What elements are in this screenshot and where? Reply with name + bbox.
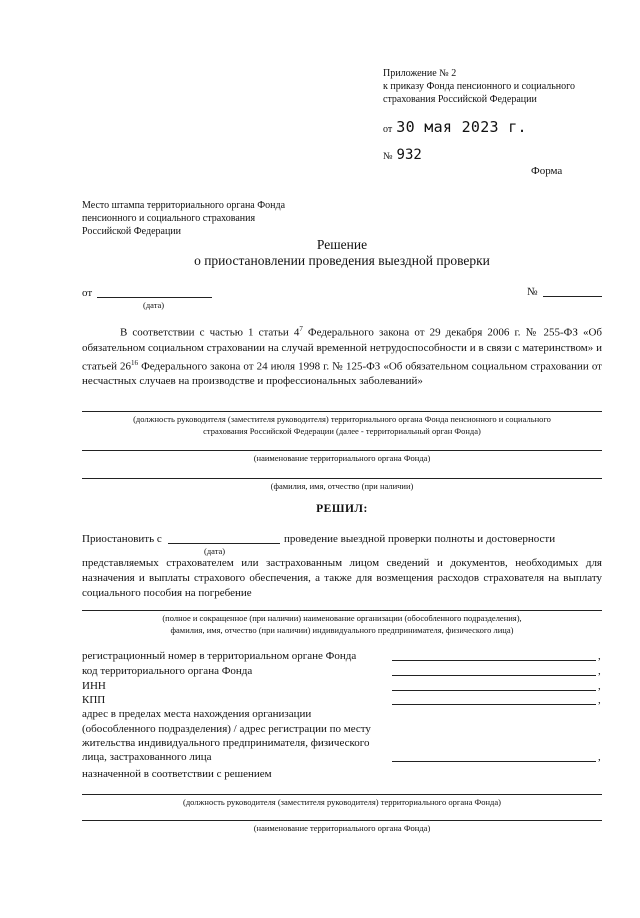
decision-date-caption: (дата) bbox=[143, 300, 165, 310]
head-position-short-line[interactable] bbox=[82, 794, 602, 795]
head-caption-line-1: (должность руководителя (заместителя руководителя) территориального органа Фонда пенсионного и социального bbox=[133, 414, 551, 424]
suspend-prefix: Приостановить с bbox=[82, 533, 162, 545]
document-subtitle: о приостановлении проведения выездной проверки bbox=[194, 253, 490, 268]
insured-caption-line-2: фамилия, имя, отчество (при наличии) индивидуального предпринимателя, физического лица) bbox=[170, 625, 514, 635]
org-name-bottom-line[interactable] bbox=[82, 820, 602, 821]
order-date-prefix: от bbox=[383, 124, 393, 135]
head-short-caption: (должность руководителя (заместителя руководителя) территориального органа Фонда) bbox=[183, 797, 501, 807]
order-number-prefix: № bbox=[383, 151, 393, 162]
address-label-line-3: жительства индивидуального предпринимателя, физического bbox=[82, 737, 370, 749]
form-label: Форма bbox=[531, 165, 563, 177]
order-date-value: 30 мая 2023 г. bbox=[396, 118, 527, 136]
office-code-field[interactable] bbox=[392, 675, 596, 676]
number-sign: № bbox=[527, 286, 538, 298]
org-name-caption: (наименование территориального органа Фонда) bbox=[253, 453, 431, 463]
kpp-comma: , bbox=[598, 694, 601, 706]
org-name-line[interactable] bbox=[82, 450, 602, 451]
intro-paragraph bbox=[82, 322, 602, 389]
head-position-line[interactable] bbox=[82, 411, 602, 412]
decision-date-line[interactable] bbox=[97, 297, 212, 298]
org-name-bottom-caption: (наименование территориального органа Фонда) bbox=[253, 823, 431, 833]
decision-number-line[interactable] bbox=[543, 296, 602, 297]
address-comma: , bbox=[598, 751, 601, 763]
office-code-comma: , bbox=[598, 665, 601, 677]
head-caption-line-2: страхования Российской Федерации (далее - территориальный орган Фонда) bbox=[203, 426, 481, 436]
address-label-line-4: лица, застрахованного лица bbox=[82, 751, 212, 763]
insured-caption-line-1: (полное и сокращенное (при наличии) наименование организации (обособленного подразделения), bbox=[162, 613, 522, 623]
intro-part-2: Федерального закона от 29 декабря 2006 г. № 255-ФЗ «Об обязательном социальном страховании на случай временной нетрудоспособности и в связи с материнством» и статьей 26 bbox=[82, 326, 602, 373]
date-from-label: от bbox=[82, 287, 93, 299]
intro-part-3: Федерального закона от 24 июля 1998 г. № 125-ФЗ «Об обязательном социальном страховании от несчастных случаев на производстве и профессиональных заболеваний» bbox=[82, 360, 602, 388]
reg-number-label: регистрационный номер в территориальном органе Фонда bbox=[82, 650, 357, 662]
kpp-label: КПП bbox=[82, 694, 106, 706]
address-label-line-1: адрес в пределах места нахождения организации bbox=[82, 708, 312, 720]
inn-label: ИНН bbox=[82, 680, 106, 692]
office-code-label: код территориального органа Фонда bbox=[82, 665, 253, 677]
kpp-field[interactable] bbox=[392, 704, 596, 705]
address-field[interactable] bbox=[392, 761, 596, 762]
suspend-suffix: проведение выездной проверки полноты и достоверности bbox=[284, 533, 556, 545]
document-title: Решение bbox=[316, 237, 368, 252]
stamp-line-1: Место штампа территориального органа Фонда bbox=[82, 200, 286, 211]
inn-field[interactable] bbox=[392, 690, 596, 691]
inn-comma: , bbox=[598, 680, 601, 692]
appendix-line-1: Приложение № 2 bbox=[383, 68, 457, 79]
decided-heading: РЕШИЛ: bbox=[316, 503, 368, 515]
insured-name-line[interactable] bbox=[82, 610, 602, 611]
intro-sup-1: 7 bbox=[299, 325, 303, 333]
suspend-date-caption: (дата) bbox=[204, 546, 226, 556]
appendix-line-2: к приказу Фонда пенсионного и социального bbox=[383, 81, 575, 92]
reg-number-field[interactable] bbox=[392, 660, 596, 661]
order-date bbox=[383, 118, 527, 137]
appointed-label: назначенной в соответствии с решением bbox=[82, 768, 272, 780]
order-number-value: 932 bbox=[396, 147, 422, 163]
intro-part-1: В соответствии с частью 1 статьи 4 bbox=[120, 326, 300, 339]
stamp-line-2: пенсионного и социального страхования bbox=[82, 213, 256, 224]
order-number bbox=[383, 146, 422, 164]
fio-line[interactable] bbox=[82, 478, 602, 479]
fio-caption: (фамилия, имя, отчество (при наличии) bbox=[270, 481, 414, 491]
suspend-body: представляемых страхователем или застрахованным лицом сведений и документов, необходимых для назначения и выплаты страхового обеспечения, а также для возмещения расходов страхователя на выплату социального пособия на погребение bbox=[82, 557, 602, 599]
suspend-date-line[interactable] bbox=[168, 543, 280, 544]
stamp-line-3: Российской Федерации bbox=[82, 226, 182, 237]
reg-number-comma: , bbox=[598, 650, 601, 662]
address-label-line-2: (обособленного подразделения) / адрес регистрации по месту bbox=[82, 723, 371, 735]
intro-sup-2: 16 bbox=[131, 358, 139, 367]
appendix-line-3: страхования Российской Федерации bbox=[383, 94, 537, 105]
